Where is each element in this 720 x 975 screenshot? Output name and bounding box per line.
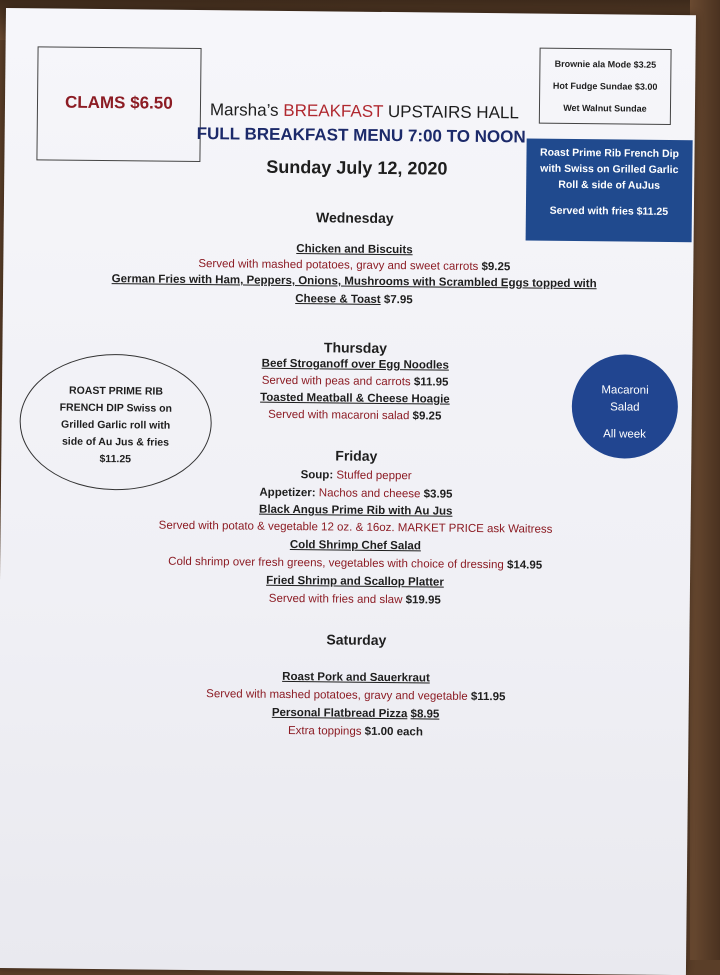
thursday-heading: Thursday <box>323 339 388 357</box>
saturday-item: Roast Pork and Sauerkraut <box>282 670 430 685</box>
friday-item: Cold Shrimp Chef Salad <box>289 539 421 553</box>
prime-rib-box-line: with Swiss on Grilled Garlic <box>540 162 679 177</box>
wednesday-price: $9.25 <box>481 260 511 274</box>
prime-rib-box-line: Roll & side of AuJus <box>558 178 661 192</box>
prime-rib-box-line: Roast Prime Rib French Dip <box>540 146 679 161</box>
thursday-item: Beef Stroganoff over Egg Noodles <box>261 357 449 372</box>
menu-paper <box>0 8 696 975</box>
clams-special: CLAMS $6.50 <box>64 92 173 113</box>
dessert-item: Brownie ala Mode $3.25 <box>554 58 657 70</box>
saturday-desc: Served with mashed potatoes, gravy and vegetable $11.95 <box>206 688 506 704</box>
dessert-item: Hot Fudge Sundae $3.00 <box>552 80 658 92</box>
wednesday-price: $7.95 <box>383 293 413 307</box>
dessert-item: Wet Walnut Sundae <box>563 102 647 114</box>
header-suffix: UPSTAIRS HALL <box>383 101 519 123</box>
friday-item: Black Angus Prime Rib with Au Jus <box>258 503 453 518</box>
oval-price: $11.25 <box>99 453 132 466</box>
wednesday-desc: Served with mashed potatoes, gravy and sweet carrots $9.25 <box>198 258 511 274</box>
macaroni-all-week: All week <box>603 428 647 441</box>
thursday-desc: Served with macaroni salad $9.25 <box>268 408 442 423</box>
thursday-price: $9.25 <box>412 410 442 423</box>
oval-line: Grilled Garlic roll with <box>61 418 171 432</box>
wednesday-heading: Wednesday <box>315 209 394 227</box>
saturday-price: $1.00 each <box>364 725 423 739</box>
wednesday-item-cont: Cheese & Toast $7.95 <box>295 293 413 307</box>
oval-line: FRENCH DIP Swiss on <box>59 401 173 415</box>
friday-desc: Served with fries and slaw $19.95 <box>268 592 441 607</box>
friday-item: Fried Shrimp and Scallop Platter <box>266 574 444 589</box>
header-prefix: Marsha’s <box>209 100 284 120</box>
menu-header <box>210 100 519 123</box>
oval-line: side of Au Jus & fries <box>61 435 170 449</box>
thursday-price: $11.95 <box>413 376 449 389</box>
friday-desc: Served with potato & vegetable 12 oz. & 16oz. MARKET PRICE ask Waitress <box>158 519 553 536</box>
header-highlight: BREAKFAST <box>283 100 384 121</box>
friday-price: $14.95 <box>506 559 543 572</box>
friday-desc: Cold shrimp over fresh greens, vegetables with choice of dressing $14.95 <box>168 555 543 572</box>
thursday-desc: Served with peas and carrots $11.95 <box>261 374 449 389</box>
saturday-item: Personal Flatbread Pizza $8.95 <box>271 706 440 721</box>
macaroni-line: Macaroni <box>601 384 649 397</box>
friday-soup: Soup: Stuffed pepper <box>300 469 412 483</box>
friday-heading: Friday <box>335 447 378 464</box>
saturday-price: $11.95 <box>470 690 506 704</box>
wednesday-item: German Fries with Ham, Peppers, Onions, Mushrooms with Scrambled Eggs topped with <box>111 273 597 291</box>
macaroni-line: Salad <box>610 401 640 414</box>
oval-line: ROAST PRIME RIB <box>68 384 164 398</box>
breakfast-hours: FULL BREAKFAST MENU 7:00 TO NOON <box>196 124 526 147</box>
menu-date: Sunday July 12, 2020 <box>266 156 448 179</box>
thursday-item: Toasted Meatball & Cheese Hoagie <box>260 391 450 406</box>
wednesday-item: Chicken and Biscuits <box>296 243 413 257</box>
prime-rib-box-price: Served with fries $11.25 <box>549 204 669 218</box>
friday-price: $19.95 <box>405 594 441 607</box>
dessert-box <box>539 48 672 125</box>
saturday-desc: Extra toppings $1.00 each <box>287 724 423 739</box>
saturday-price: $8.95 <box>410 708 440 721</box>
saturday-heading: Saturday <box>326 631 387 649</box>
friday-appetizer: Appetizer: Nachos and cheese $3.95 <box>259 486 453 501</box>
